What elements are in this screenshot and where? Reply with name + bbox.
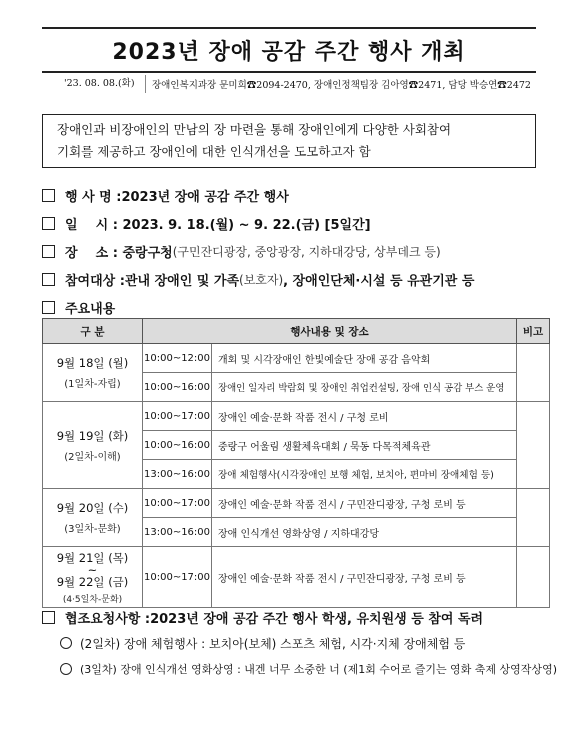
item-target-detail: (보호자) <box>239 272 284 287</box>
circle-bullet-icon <box>60 637 72 649</box>
time-cell: 10:00~12:00 <box>143 344 212 373</box>
coop-sub-text-2: (3일차) 장애 인식개선 영화상영 : 내겐 너무 소중한 너 (제1회 수어로 즐기는 영화 축제 상영작상영) <box>80 663 557 676</box>
time-cell: 10:00~17:00 <box>143 402 212 431</box>
item-target-value1: 관내 장애인 및 가족 <box>124 273 240 289</box>
day-cell <box>43 402 143 489</box>
desc-cell: 장애 인식개선 영화상영 / 지하대강당 <box>212 518 517 547</box>
day-label: 9월 19일 (화) <box>56 428 129 443</box>
meta-date: '23. 08. 08.(화) <box>42 75 146 93</box>
note-cell <box>517 344 550 402</box>
checkbox-icon <box>42 301 55 314</box>
day-label: 9월 18일 (월) <box>56 356 129 370</box>
item-date <box>42 209 542 237</box>
desc-cell: 장애인 일자리 박람회 및 장애인 취업컨설팅, 장애 인식 공감 부스 운영 <box>212 373 517 402</box>
time-cell: 10:00~16:00 <box>143 431 212 460</box>
day-label: 9월 21일 (목) <box>56 550 129 565</box>
table-header-row <box>43 319 550 344</box>
item-target-label: 참여대상 : <box>65 273 125 289</box>
day-cell <box>43 547 143 608</box>
checkbox-icon <box>42 611 55 624</box>
table-row <box>43 489 550 518</box>
item-place-detail: (구민잔디광장, 중앙광장, 지하대강당, 상부데크 등) <box>172 244 441 259</box>
desc-cell: 장애인 예술·문화 작품 전시 / 구민잔디광장, 구청 로비 등 <box>212 489 517 518</box>
desc-cell: 개회 및 시각장애인 한빛예술단 장애 공감 음악회 <box>212 344 517 373</box>
day-sub-label: (3일차-문화) <box>64 524 121 535</box>
day-label: 9월 20일 (수) <box>56 501 129 515</box>
item-place-label: 장 소 : <box>65 245 123 261</box>
header-content: 행사내용 및 장소 <box>143 319 517 344</box>
item-event <box>42 181 542 209</box>
page-title: 2023년 장애 공감 주간 행사 개최 <box>112 39 466 65</box>
time-cell: 10:00~16:00 <box>143 373 212 402</box>
item-place-value: 중랑구청 <box>122 245 173 261</box>
coop-sub-item-2 <box>42 656 557 682</box>
desc-cell: 장애인 예술·문화 작품 전시 / 구민잔디광장, 구청 로비 등 <box>212 547 517 608</box>
item-place <box>42 237 542 265</box>
item-list <box>42 181 542 321</box>
summary-line-1: 장애인과 비장애인의 만남의 장 마련을 통해 장애인에게 다양한 사회참여 <box>57 122 452 137</box>
checkbox-icon <box>42 217 55 230</box>
table-row <box>43 547 550 608</box>
item-date-value: 2023. 9. 18.(월) ~ 9. 22.(금) [5일간] <box>122 217 371 233</box>
item-event-label: 행 사 명 : <box>65 189 122 205</box>
header-category: 구 분 <box>43 319 143 344</box>
item-target <box>42 265 542 293</box>
table-row <box>43 344 550 373</box>
header-note: 비고 <box>517 319 550 344</box>
coop-sub-text-1: (2일차) 장애 체험행사 : 보치아(보체) 스포츠 체험, 시각·지체 장애체험 등 <box>80 636 466 651</box>
time-cell: 10:00~17:00 <box>143 489 212 518</box>
time-cell: 10:00~17:00 <box>143 547 212 608</box>
checkbox-icon <box>42 273 55 286</box>
circle-bullet-icon <box>60 663 72 675</box>
day-cell <box>43 489 143 547</box>
note-cell <box>517 489 550 547</box>
item-date-label: 일 시 : <box>65 217 123 233</box>
desc-cell: 장애인 예술·문화 작품 전시 / 구청 로비 <box>212 402 517 431</box>
coop-value: 2023년 장애 공감 주간 행사 학생, 유치원생 등 참여 독려 <box>150 611 484 627</box>
note-cell <box>517 547 550 608</box>
item-event-value: 2023년 장애 공감 주간 행사 <box>121 189 289 205</box>
summary-box <box>42 114 536 168</box>
summary-line-2: 기회를 제공하고 장애인에 대한 인식개선을 도모하고자 함 <box>57 144 371 159</box>
day-label-2: 9월 22일 (금) <box>56 574 129 589</box>
meta-contact: 장애인복지과장 문미희☎2094-2470, 장애인정책팀장 김아영☎2471, 담당 박승연☎2472 <box>152 80 531 91</box>
item-target-value2: , 장애인단체·시설 등 유관기관 등 <box>283 273 475 289</box>
coop-section <box>42 604 557 682</box>
checkbox-icon <box>42 245 55 258</box>
note-cell <box>517 402 550 489</box>
coop-label: 협조요청사항 : <box>65 611 151 627</box>
day-sub-label: (4·5일차-문화) <box>62 594 123 605</box>
day-sub-label: (2일차-이해) <box>64 451 121 463</box>
table-row <box>43 402 550 431</box>
desc-cell: 중랑구 어울림 생활체육대회 / 묵동 다목적체육관 <box>212 431 517 460</box>
day-sub-label: (1일차-자립) <box>64 379 121 390</box>
time-cell: 13:00~16:00 <box>143 518 212 547</box>
title-bar <box>42 27 536 73</box>
desc-cell: 장애 체험행사(시각장애인 보행 체험, 보치아, 편마비 장애체험 등) <box>212 460 517 489</box>
day-cell <box>43 344 143 402</box>
time-cell: 13:00~16:00 <box>143 460 212 489</box>
schedule-table <box>42 318 550 608</box>
item-coop <box>42 604 552 630</box>
meta-row <box>42 74 536 94</box>
coop-sub-item-1 <box>42 630 552 656</box>
item-main-label: 주요내용 <box>65 301 116 317</box>
item-main <box>42 293 542 321</box>
day-tilde: ~ <box>87 562 98 577</box>
checkbox-icon <box>42 189 55 202</box>
